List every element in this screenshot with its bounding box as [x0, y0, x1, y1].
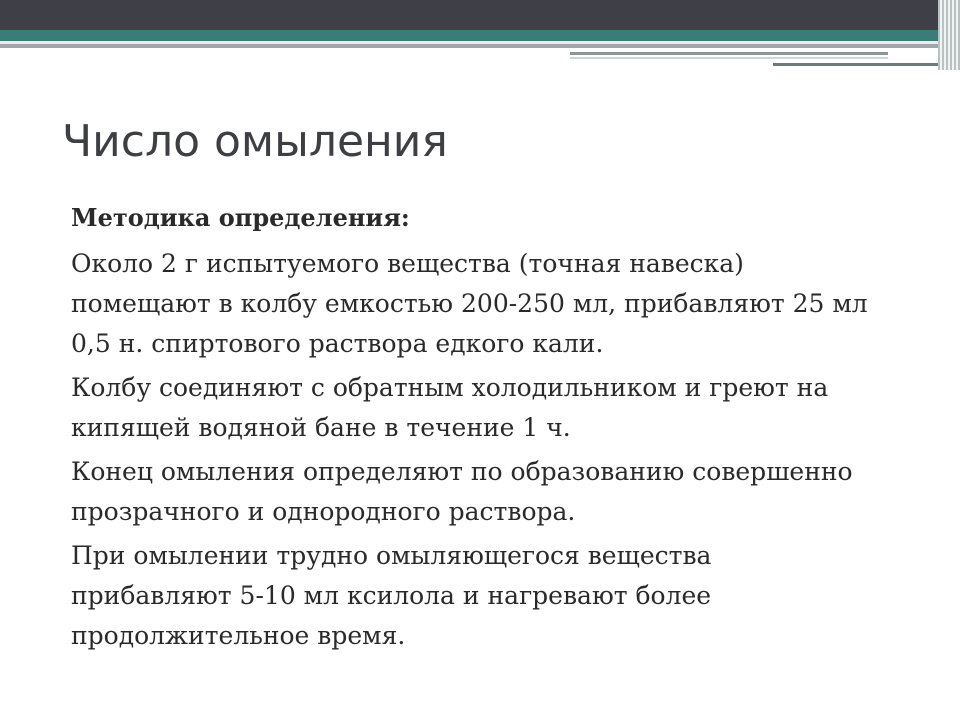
paragraph: При омылении трудно омыляющегося вещества прибавляют 5-10 мл ксилола и нагревают более продолжительное время. — [71, 541, 712, 650]
header-accent-line — [570, 52, 888, 55]
header-teal-stripe — [0, 30, 938, 41]
header-gray-stripe — [0, 44, 938, 48]
header-accent-line — [773, 63, 943, 66]
method-subheading: Методика определения: — [71, 203, 410, 232]
header-dark-stripe — [0, 0, 960, 30]
slide-title: Число омыления — [62, 116, 448, 167]
header-accent-line — [570, 57, 888, 59]
paragraph: Около 2 г испытуемого вещества (точная навеска) помещают в колбу емкостью 200-250 мл, прибавляют 25 мл 0,5 н. спиртового раствора едкого кали. — [71, 249, 868, 358]
header-side-pattern — [938, 0, 960, 70]
slide-body — [71, 198, 871, 660]
paragraph: Колбу соединяют с обратным холодильником и греют на кипящей водяной бане в течение 1 ч. — [71, 373, 829, 442]
paragraph: Конец омыления определяют по образованию совершенно прозрачного и однородного раствора. — [71, 457, 853, 526]
